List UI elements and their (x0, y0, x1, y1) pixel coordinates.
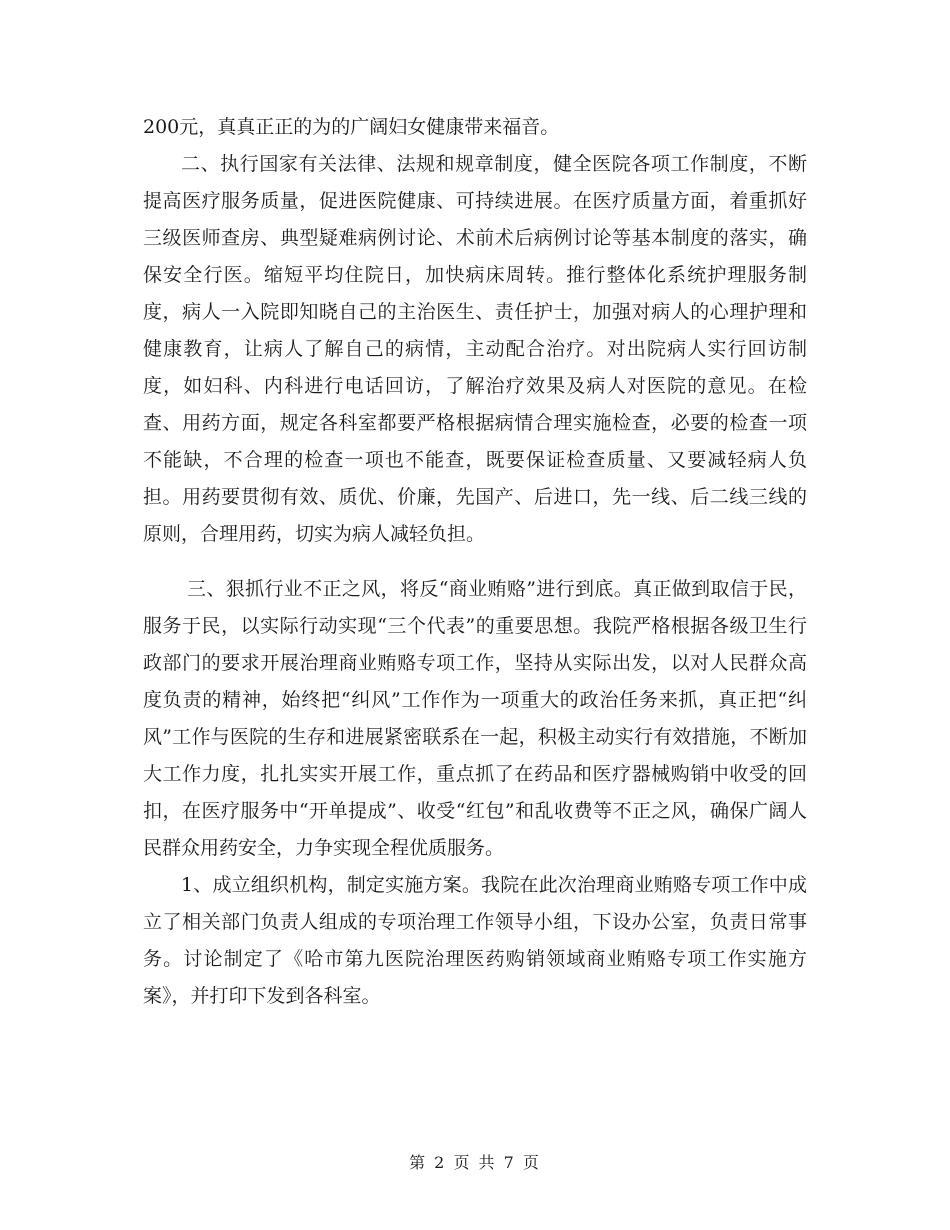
paragraph-gap (143, 553, 807, 571)
paragraph-section-three: 三、狠抓行业不正之风，将反“商业贿赂”进行到底。真正做到取信于民，服务于民，以实际行动实现“三个代表”的重要思想。我院严格根据各级卫生行政部门的要求开展治理商业贿赂专项工作，坚持从实际出发，以对人民群众高度负责的精神，始终把“纠风”工作作为一项重大的政治任务来抓，真正把“纠风”工作与医院的生存和进展紧密联系在一起，积极主动实行有效措施，不断加大工作力度，扎扎实实开展工作，重点抓了在药品和医疗器械购销中收受的回扣，在医疗服务中“开单提成”、收受“红包”和乱收费等不正之风，确保广阔人民群众用药安全，力争实现全程优质服务。 (143, 578, 807, 859)
page-number-footer: 第 2 页 共 7 页 (409, 1153, 541, 1172)
paragraph-section-two: 二、执行国家有关法律、法规和规章制度，健全医院各项工作制度，不断提高医疗服务质量，促进医院健康、可持续进展。在医疗质量方面，着重抓好三级医师查房、典型疑难病例讨论、术前术后病例讨论等基本制度的落实，确保安全行医。缩短平均住院日，加快病床周转。推行整体化系统护理服务制度，病人一入院即知晓自己的主治医生、责任护士，加强对病人的心理护理和健康教育，让病人了解自己的病情，主动配合治疗。对出院病人实行回访制度，如妇科、内科进行电话回访，了解治疗效果及病人对医院的意见。在检查、用药方面，规定各科室都要严格根据病情合理实施检查，必要的检查一项不能缺，不合理的检查一项也不能查，既要保证检查质量、又要减轻病人负担。用药要贯彻有效、质优、价廉，先国产、后进口，先一线、后二线三线的原则，合理用药，切实为病人减轻负担。 (143, 153, 807, 545)
paragraph-continuation: 200元，真真正正的为的广阔妇女健康带来福音。 (143, 116, 560, 138)
document-body (143, 109, 807, 1015)
paragraph-item-one: 1、成立组织机构，制定实施方案。我院在此次治理商业贿赂专项工作中成立了相关部门负责人组成的专项治理工作领导小组，下设办公室，负责日常事务。讨论制定了《哈市第九医院治理医药购销领域商业贿赂专项工作实施方案》，并打印下发到各科室。 (143, 874, 807, 1007)
